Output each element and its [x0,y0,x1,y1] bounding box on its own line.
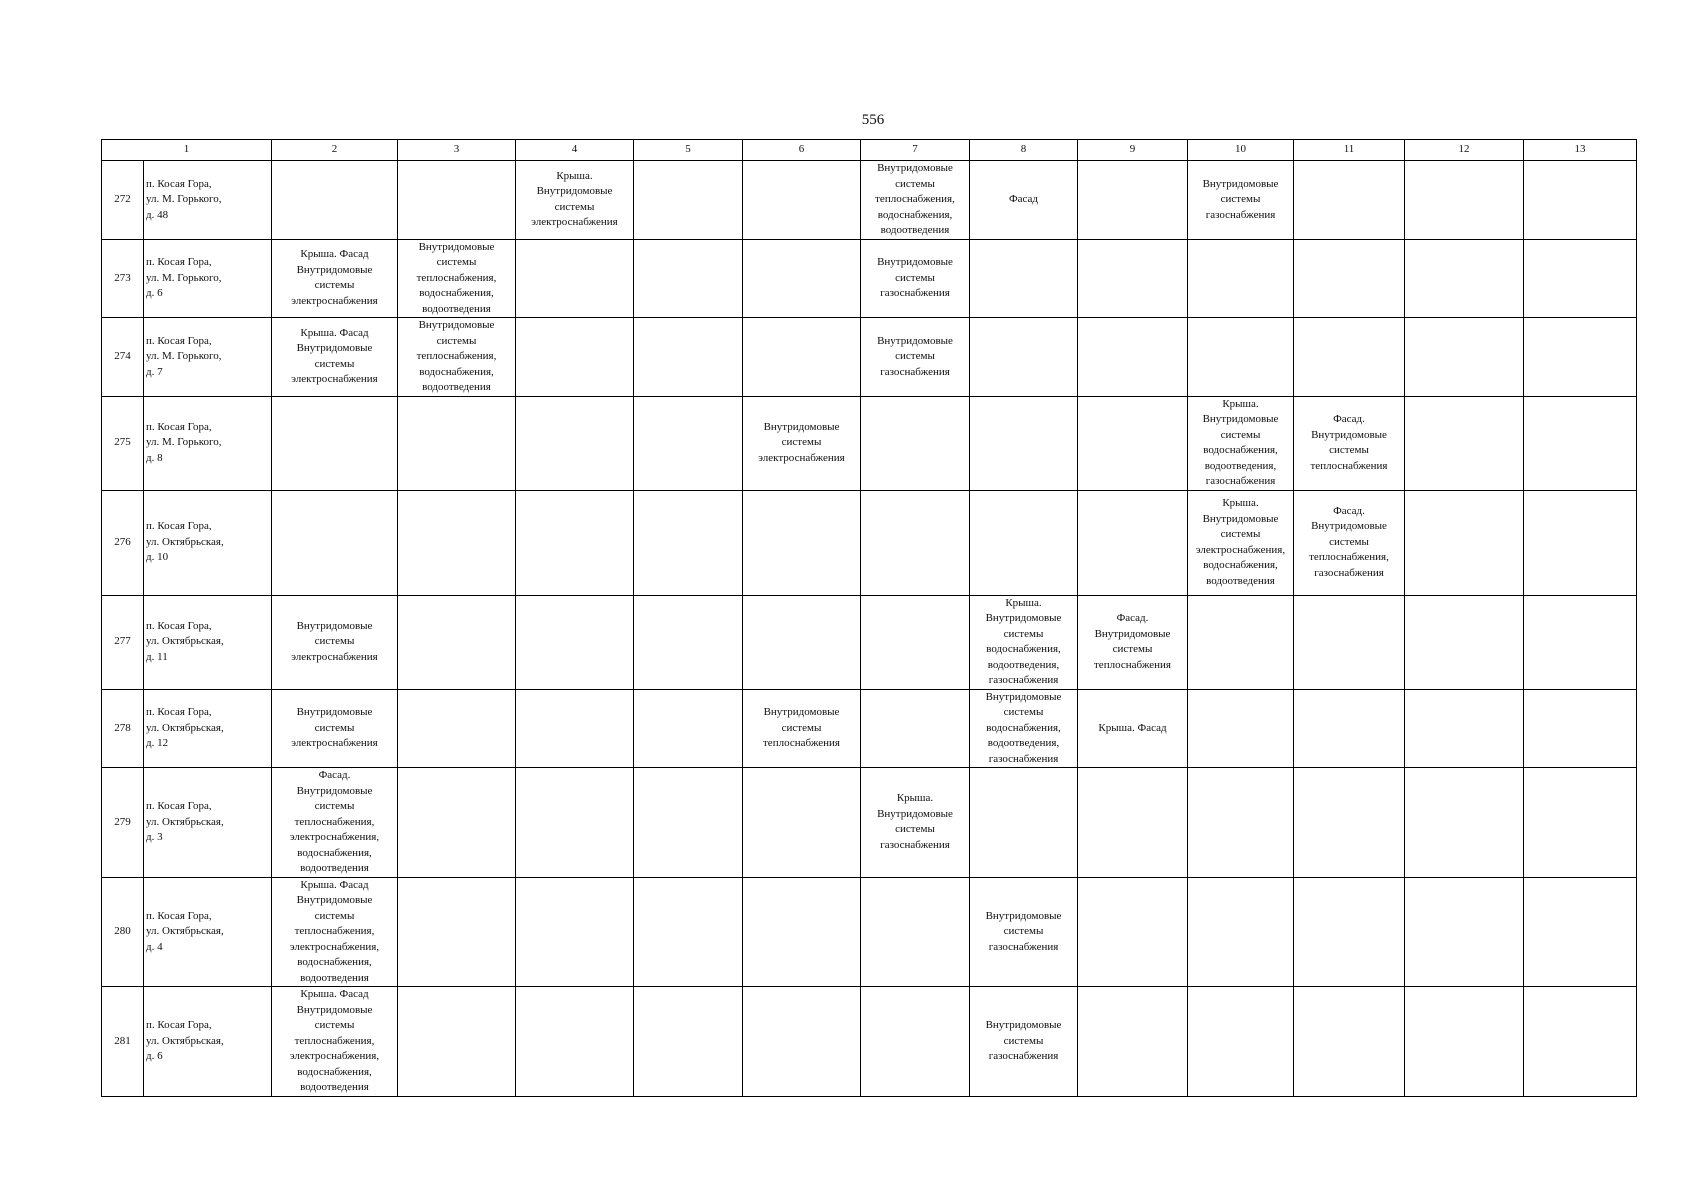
work-cell [516,490,634,595]
work-cell [1524,768,1637,878]
work-cell [634,490,743,595]
work-cell: Внутридомовые системы теплоснабжения, водоснабжения, водоотведения [398,239,516,318]
address-cell: п. Косая Гора, ул. М. Горького, д. 6 [144,239,272,318]
table-row [102,396,1637,490]
work-cell: Фасад [970,161,1078,240]
address-cell: п. Косая Гора, ул. Октябрьская, д. 6 [144,987,272,1097]
work-cell [970,318,1078,397]
work-cell: Крыша. Внутридомовые системы электроснабжения [516,161,634,240]
work-cell [1524,239,1637,318]
work-cell [1078,987,1188,1097]
work-cell: Внутридомовые системы теплоснабжения, водоснабжения, водоотведения [398,318,516,397]
work-cell [743,595,861,689]
work-cell [743,161,861,240]
work-cell: Внутридомовые системы водоснабжения, водоотведения, газоснабжения [970,689,1078,768]
table-row [102,239,1637,318]
work-cell [1188,318,1294,397]
row-number: 280 [102,877,144,987]
work-cell: Внутридомовые системы теплоснабжения [743,689,861,768]
work-cell [1188,689,1294,768]
work-cell [1405,396,1524,490]
address-cell: п. Косая Гора, ул. Октябрьская, д. 12 [144,689,272,768]
work-cell [398,161,516,240]
work-cell [1188,987,1294,1097]
work-cell [970,239,1078,318]
work-cell [1078,768,1188,878]
work-cell [1294,689,1405,768]
table-row [102,877,1637,987]
work-cell [398,768,516,878]
row-number: 273 [102,239,144,318]
work-cell: Внутридомовые системы теплоснабжения, водоснабжения, водоотведения [861,161,970,240]
header-cell: 10 [1188,140,1294,161]
work-cell [1294,239,1405,318]
table-row [102,987,1637,1097]
work-cell [743,318,861,397]
work-cell [272,396,398,490]
work-cell [743,987,861,1097]
header-cell: 12 [1405,140,1524,161]
work-cell [516,877,634,987]
work-cell [1405,689,1524,768]
row-number: 275 [102,396,144,490]
work-cell [272,161,398,240]
work-cell: Фасад. Внутридомовые системы теплоснабжения [1294,396,1405,490]
work-cell [1294,768,1405,878]
work-cell [634,877,743,987]
work-cell [634,595,743,689]
work-cell: Крыша. Фасад Внутридомовые системы электроснабжения [272,239,398,318]
header-cell: 7 [861,140,970,161]
work-cell: Фасад. Внутридомовые системы теплоснабжения [1078,595,1188,689]
work-cell [634,768,743,878]
work-cell: Крыша. Внутридомовые системы водоснабжения, водоотведения, газоснабжения [970,595,1078,689]
work-cell [1188,595,1294,689]
work-cell [516,987,634,1097]
header-cell: 11 [1294,140,1405,161]
work-cell [1524,490,1637,595]
repair-schedule-table [101,139,1637,1097]
work-cell [398,490,516,595]
work-cell: Крыша. Фасад Внутридомовые системы теплоснабжения, электроснабжения, водоснабжения, водоотведения [272,987,398,1097]
work-cell [1524,689,1637,768]
work-cell: Крыша. Внутридомовые системы электроснабжения, водоснабжения, водоотведения [1188,490,1294,595]
header-cell: 3 [398,140,516,161]
work-cell [1294,877,1405,987]
work-cell [1524,318,1637,397]
work-cell: Внутридомовые системы электроснабжения [272,689,398,768]
work-cell [1188,768,1294,878]
work-cell [1294,318,1405,397]
work-cell [1524,595,1637,689]
row-number: 278 [102,689,144,768]
work-cell [1078,877,1188,987]
work-cell [970,490,1078,595]
work-cell [1405,595,1524,689]
work-cell: Внутридомовые системы газоснабжения [970,987,1078,1097]
header-cell: 6 [743,140,861,161]
work-cell [861,987,970,1097]
work-cell [1188,239,1294,318]
work-cell [861,689,970,768]
work-cell [1078,490,1188,595]
header-cell: 13 [1524,140,1637,161]
work-cell [1405,877,1524,987]
work-cell [861,877,970,987]
page-number: 556 [861,112,885,128]
work-cell: Внутридомовые системы электроснабжения [743,396,861,490]
row-number: 272 [102,161,144,240]
work-cell [634,318,743,397]
work-cell [398,877,516,987]
work-cell [1524,396,1637,490]
work-cell [970,396,1078,490]
address-cell: п. Косая Гора, ул. Октябрьская, д. 4 [144,877,272,987]
address-cell: п. Косая Гора, ул. М. Горького, д. 7 [144,318,272,397]
row-number: 277 [102,595,144,689]
work-cell: Крыша. Внутридомовые системы водоснабжения, водоотведения, газоснабжения [1188,396,1294,490]
work-cell: Крыша. Фасад Внутридомовые системы электроснабжения [272,318,398,397]
column-number-header [102,140,1637,161]
table-row [102,161,1637,240]
row-number: 281 [102,987,144,1097]
table-row [102,318,1637,397]
address-cell: п. Косая Гора, ул. М. Горького, д. 48 [144,161,272,240]
work-cell [516,318,634,397]
work-cell [516,768,634,878]
work-cell: Внутридомовые системы электроснабжения [272,595,398,689]
work-cell [1524,877,1637,987]
work-cell: Внутридомовые системы газоснабжения [861,239,970,318]
table-row [102,689,1637,768]
work-cell: Крыша. Фасад [1078,689,1188,768]
work-cell [634,161,743,240]
row-number: 274 [102,318,144,397]
work-cell [516,595,634,689]
table-row [102,595,1637,689]
work-cell [1078,318,1188,397]
address-cell: п. Косая Гора, ул. Октябрьская, д. 11 [144,595,272,689]
work-cell [398,689,516,768]
header-cell: 4 [516,140,634,161]
address-cell: п. Косая Гора, ул. Октябрьская, д. 10 [144,490,272,595]
header-cell: 2 [272,140,398,161]
table-row [102,490,1637,595]
work-cell [1405,987,1524,1097]
work-cell [1405,161,1524,240]
work-cell [743,877,861,987]
work-cell [634,396,743,490]
work-cell [743,768,861,878]
work-cell [516,689,634,768]
work-cell: Фасад. Внутридомовые системы теплоснабжения, электроснабжения, водоснабжения, водоотведения [272,768,398,878]
work-cell [1405,490,1524,595]
header-cell: 9 [1078,140,1188,161]
address-cell: п. Косая Гора, ул. Октябрьская, д. 3 [144,768,272,878]
work-cell [1294,161,1405,240]
work-cell [516,396,634,490]
row-number: 276 [102,490,144,595]
header-cell: 8 [970,140,1078,161]
work-cell [1078,161,1188,240]
work-cell [743,490,861,595]
work-cell [1405,768,1524,878]
work-cell [1294,595,1405,689]
work-cell [1405,318,1524,397]
work-cell [1294,987,1405,1097]
work-cell [861,490,970,595]
work-cell [1405,239,1524,318]
work-cell [861,595,970,689]
header-cell: 1 [102,140,272,161]
work-cell [398,396,516,490]
work-cell: Крыша. Фасад Внутридомовые системы теплоснабжения, электроснабжения, водоснабжения, водоотведения [272,877,398,987]
work-cell [634,239,743,318]
work-cell [634,689,743,768]
work-cell [634,987,743,1097]
work-cell: Внутридомовые системы газоснабжения [970,877,1078,987]
work-cell: Внутридомовые системы газоснабжения [861,318,970,397]
work-cell [1188,877,1294,987]
table-row [102,768,1637,878]
work-cell [398,595,516,689]
work-cell [398,987,516,1097]
work-cell [1078,396,1188,490]
work-cell: Внутридомовые системы газоснабжения [1188,161,1294,240]
work-cell [1078,239,1188,318]
work-cell [1524,987,1637,1097]
row-number: 279 [102,768,144,878]
address-cell: п. Косая Гора, ул. М. Горького, д. 8 [144,396,272,490]
work-cell [516,239,634,318]
work-cell [272,490,398,595]
work-cell [1524,161,1637,240]
work-cell: Фасад. Внутридомовые системы теплоснабжения, газоснабжения [1294,490,1405,595]
work-cell [861,396,970,490]
work-cell [970,768,1078,878]
work-cell [743,239,861,318]
work-cell: Крыша. Внутридомовые системы газоснабжения [861,768,970,878]
header-cell: 5 [634,140,743,161]
